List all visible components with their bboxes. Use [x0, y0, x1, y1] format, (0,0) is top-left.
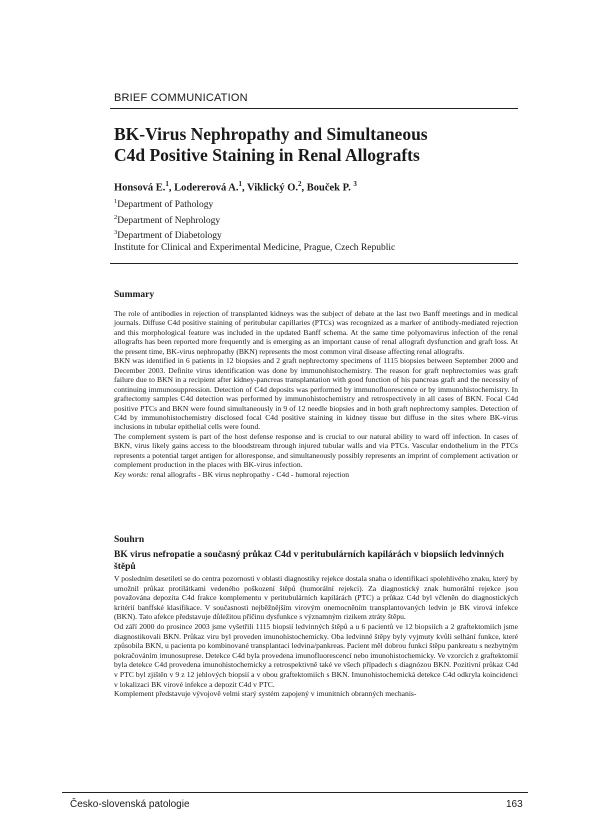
author-name: Viklický O.: [247, 182, 298, 194]
author-sup: 1: [238, 180, 242, 188]
keywords-text: renal allografts - BK virus nephropathy - C4d - humoral rejection: [150, 469, 350, 479]
affiliations: [114, 196, 395, 254]
author-sup: 1: [165, 180, 169, 188]
summary-text: [114, 309, 518, 479]
affiliation-text: Department of Pathology: [117, 200, 214, 211]
souhrn-text: [114, 574, 518, 699]
souhrn-heading: Souhrn: [114, 535, 145, 545]
section-label: BRIEF COMMUNICATION: [114, 92, 248, 104]
institute: Institute for Clinical and Experimental Medicine, Prague, Czech Republic: [114, 242, 396, 253]
journal-name: Česko-slovenská patologie: [70, 799, 190, 810]
page-number: 163: [506, 799, 523, 810]
affiliation-item: [114, 212, 395, 228]
affiliation-sup: 2: [114, 213, 118, 221]
affiliation-sup: 1: [114, 198, 118, 205]
footer-rule: [62, 792, 528, 793]
affiliation-text: Department of Diabetology: [117, 231, 222, 242]
summary-paragraph: BKN was identified in 6 patients in 12 biopsies and 2 graft nephrectomy specimens of 1115 biopsies between September 2000 and December 2003. Definite virus identification was done by immunohistochemistry. The reason for graft nephrectomies was graft failure due to BKN in a recipient after kidney-pancreas transplantation with good function of his pancreas graft and the necessity of continuing immunosuppression. Detection of C4d deposits was performed by immunofluorescence or by immunohistochemistry. In graftectomy samples C4d detection was performed by immunohistochemistry and retrospectively in all cases of BKN. Focal C4d positive PTCs and BKN were found simultaneously in 9 of 12 needle biopsies and in both graft nephrectomy samples. Detection of C4d by immunohistochemistry disclosed focal C4d positive staining in kidney tissue but diffuse in the sites where BK-virus inclusions in tubular epithelial cells were found.: [114, 356, 518, 432]
souhrn-subtitle: BK virus nefropatie a současný průkaz C4d v peritubulárních kapilárách v biopsiích ledvinných štěpů: [114, 550, 504, 572]
souhrn-paragraph: Komplement představuje vývojově velmi starý systém zapojený v imunitních obranných mechanis-: [114, 689, 417, 699]
author-name: Honsová E.: [114, 182, 166, 194]
author-list: Honsová E.$^1$, Lodererová A.$^1$, Viklický O.$^2$, Bouček P. $^3$: [114, 180, 357, 194]
title-line-2: C4d Positive Staining in Renal Allografts: [114, 145, 420, 165]
header-rule: [110, 108, 518, 109]
author-name: Bouček P.: [306, 182, 351, 194]
title-line-1: BK-Virus Nephropathy and Simultaneous: [114, 124, 428, 144]
keywords: [114, 470, 518, 479]
souhrn-paragraph: Od září 2000 do prosince 2003 jsme vyšetřili 1115 biopsií ledvinných štěpů a u 6 pacientů ve 12 biopsiích a 2 graftektomiích jsme diagnostikovali BKN. Průkaz viru byl proveden imunohistochemicky. Oba ledvinné štěpy byly vyjmuty kvůli selhání funkce, které způsobila BKN, u pacienta po kombinované transplantaci ledvina/pankreas. Pacient měl dobrou funkci štěpu pankreatu s nezbytným pokračováním imunosuprese. Detekce C4d byla provedena imunofluorescencí nebo imunohistochemicky. Ve vzorcích z graftektomií byla detekce C4d provedena imunohistochemicky a retrospektivně také ve všech případech s diagnózou BKN. Pozitivní průkaz C4d v PTC byl zjištěn v 9 z 12 jehlových biopsií a v obou graftektomiích s BKN. Imunohistochemická detekce C4d odkryla koincidenci v lokalizaci BK virové infekce a depozit C4d v PTC.: [114, 621, 518, 689]
summary-paragraph: The complement system is part of the host defense response and is crucial to our natural ability to ward off infection. In cases of BKN, virus likely gains access to the bloodstream through injured tubular walls and via PTCs. Vascular endothelium in the PTCs represents a potential target antigen for alloresponse, and simultaneously possibly represents an imprint of complement activation or complement production in the places with BK-virus infection.: [114, 431, 518, 470]
affiliation-sup: 3: [114, 229, 118, 237]
keywords-label: Key words:: [114, 469, 149, 479]
author-sup: 2: [297, 180, 302, 188]
summary-heading: Summary: [114, 290, 155, 300]
author-name: Lodererová A.: [174, 182, 239, 194]
affiliation-item: [114, 227, 395, 243]
author-sup: 3: [353, 180, 357, 188]
affiliation-item: [114, 196, 395, 212]
title-block-rule: [110, 263, 518, 264]
affiliation-text: Department of Nephrology: [117, 215, 221, 226]
summary-paragraph: The role of antibodies in rejection of transplanted kidneys was the subject of debate at the last two Banff meetings and in medical journals. Diffuse C4d positive staining of peritubular capillaries (PTCs) was recognized as a marker of antibody-mediated rejection and this morphological feature was included in the updated Banff schema. At the same time polyomavirus infection of the renal allografts has been reported more frequently and is emerging as an important cause of renal allograft dysfunction and graft loss. At the present time, BK-virus nephropathy (BKN) represents the most common viral disease affecting renal allografts.: [114, 309, 518, 356]
souhrn-paragraph: V posledním desetiletí se do centra pozornosti v oblasti diagnostiky rejekce dostala snaha o identifikaci spolehlivého znaku, který by umožnil průkaz protilátkami vedeného poškození štěpů (humorální rejekci). Za diagnostický znak humorální rejekce jsou považována depozita C4d frakce komplementu v peritubulárních kapilárách (PTC) a průkaz C4d byl včleněn do diagnostických kritérií banffské klasifikace. V současnosti nejběžnějším virovým onemocněním transplantovaných ledvin je BK virová infekce (BKN). Tato afekce představuje důležitou příčinu dysfunkce s významným rizikem ztráty štěpu.: [114, 574, 518, 622]
article-title: [114, 124, 514, 166]
